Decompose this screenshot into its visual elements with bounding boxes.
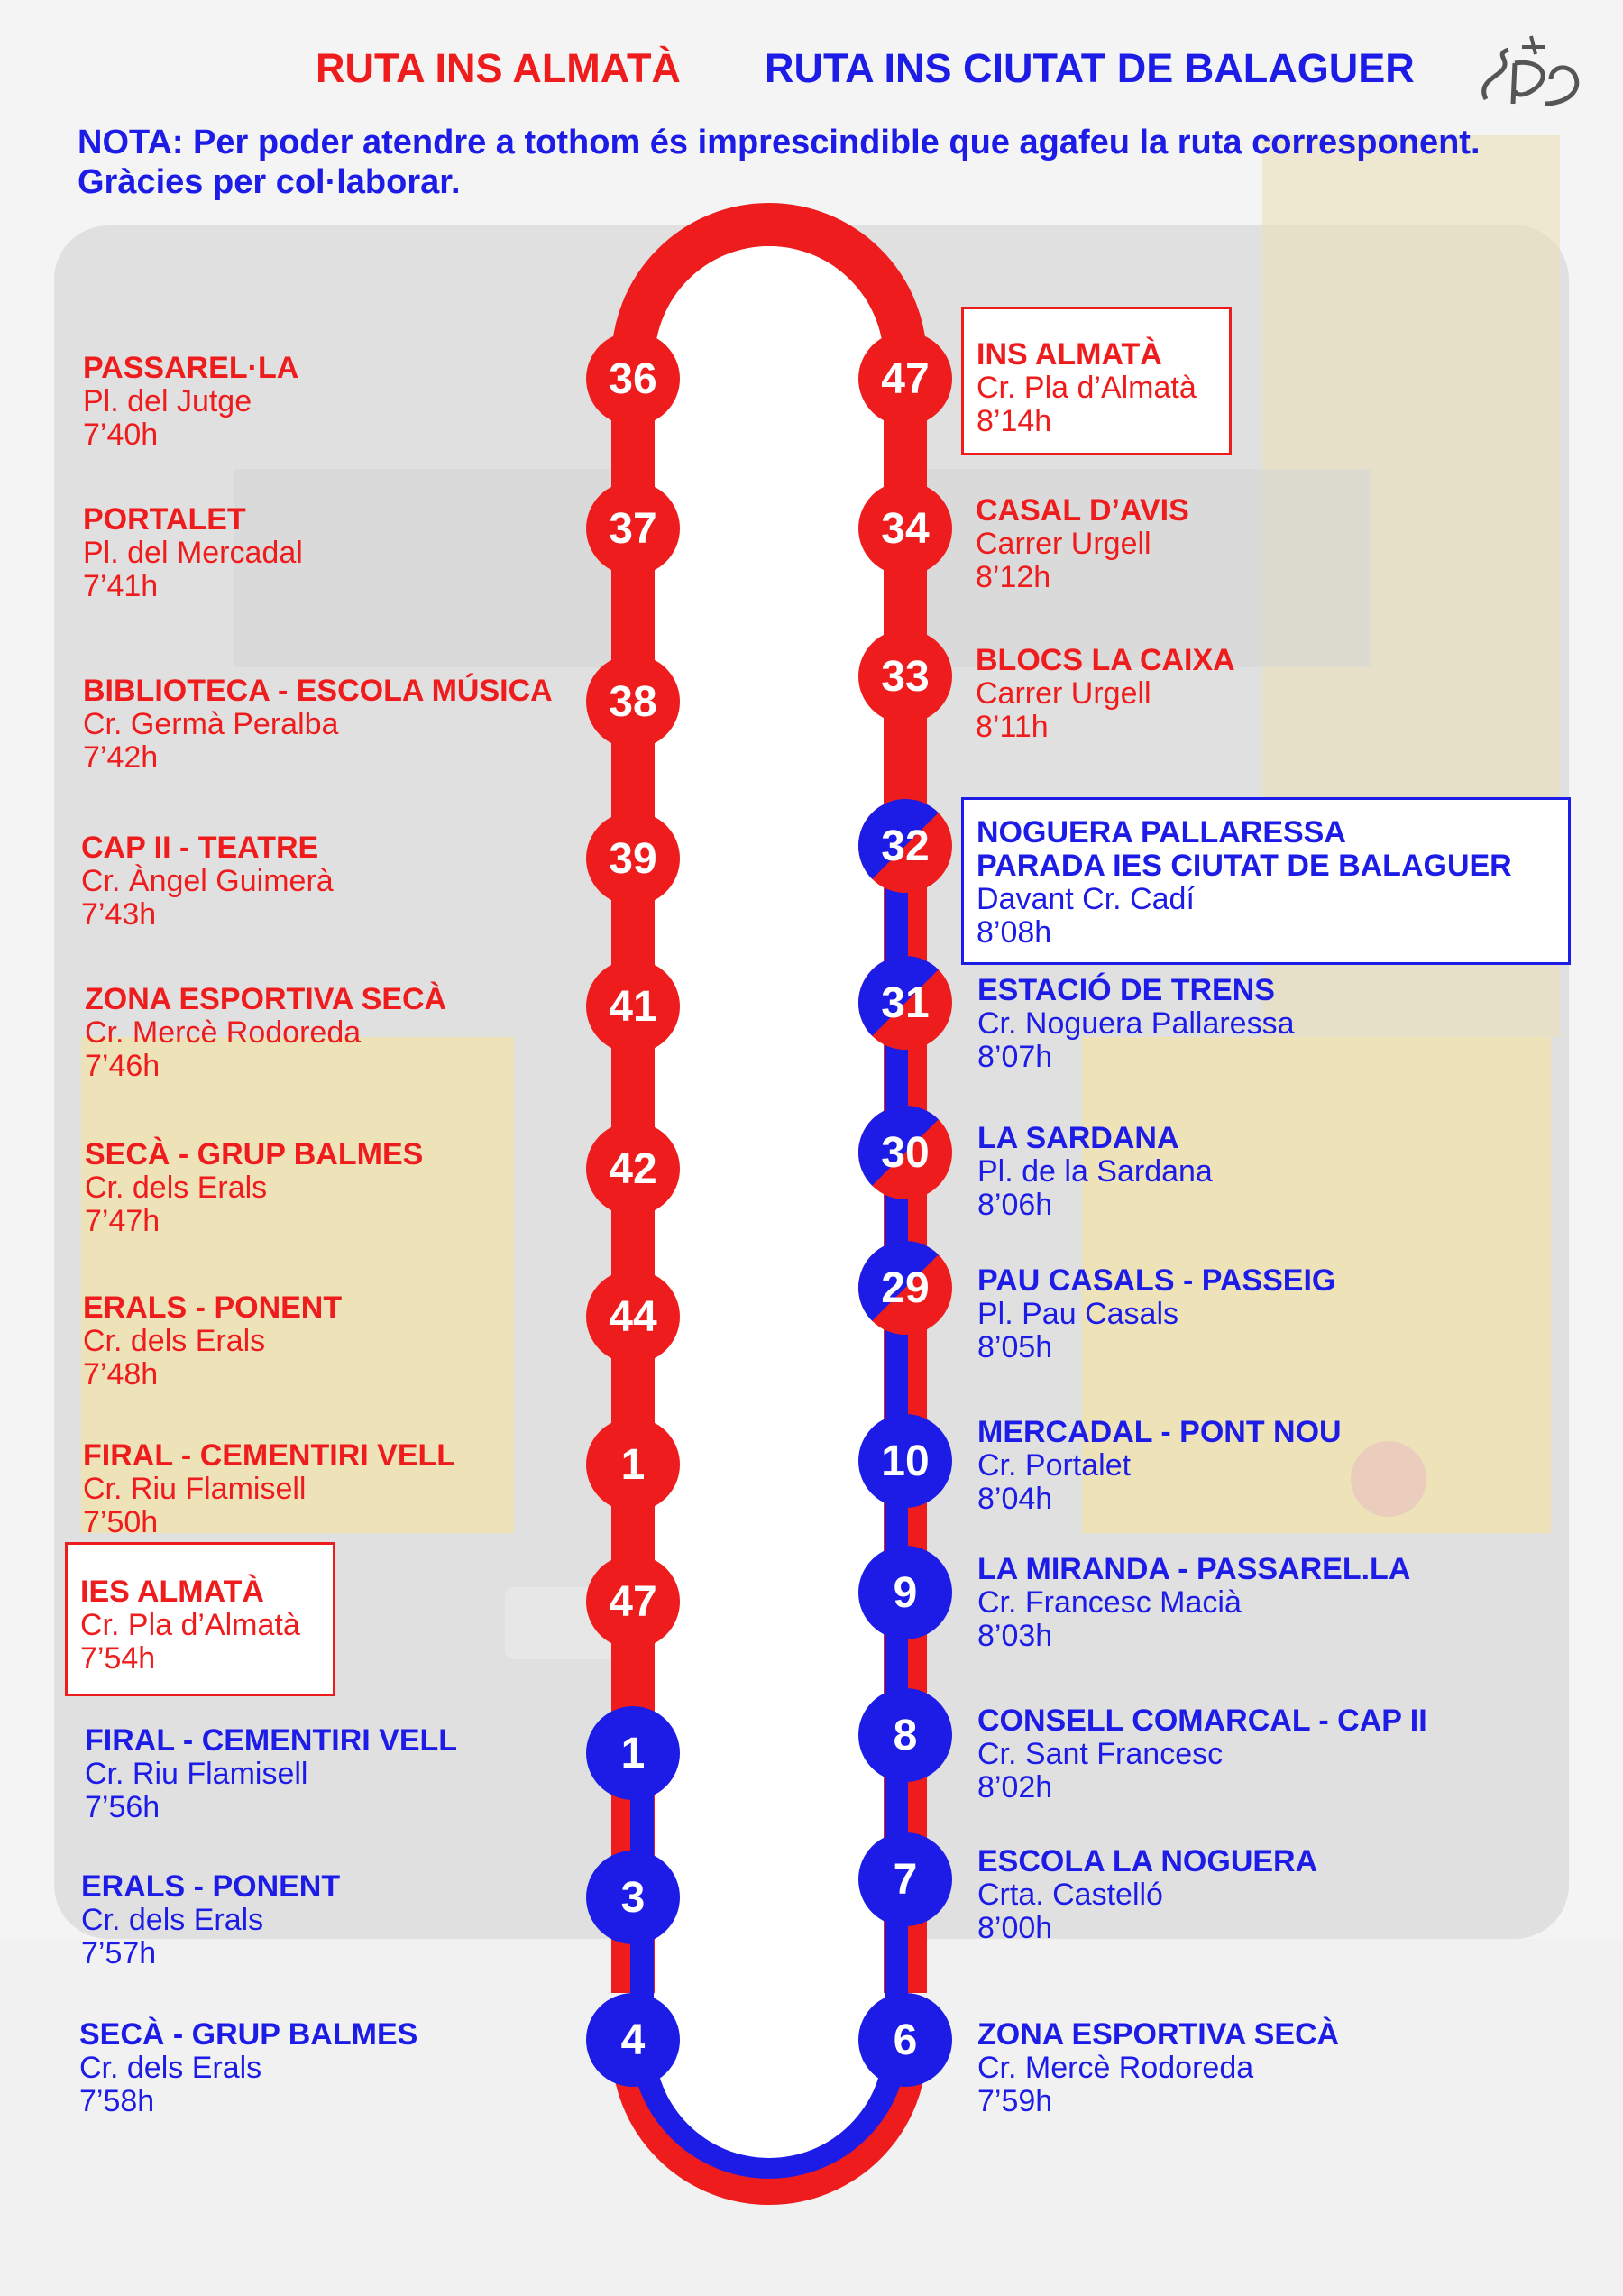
stop-time: 8’12h [976, 560, 1051, 594]
stop-street: Cr. dels Erals [81, 1903, 264, 1937]
stop-badge-36 [586, 332, 680, 426]
stop-street: Cr. Mercè Rodoreda [977, 2051, 1254, 2085]
svg-text:47: 47 [609, 1578, 657, 1626]
svg-text:9: 9 [893, 1569, 918, 1617]
stop-name: NOGUERA PALLARESSA [977, 815, 1346, 850]
stop-street: Cr. Pla d’Almatà [977, 371, 1197, 405]
stop-street: Cr. Sant Francesc [977, 1737, 1224, 1771]
notice-line-1: NOTA: Per poder atendre a tothom és imprescindible que agafeu la ruta corresponent. [78, 124, 1481, 161]
stop-street: Carrer Urgell [976, 527, 1151, 561]
stop-time: 7’58h [79, 2084, 155, 2118]
stop-badge-30 [858, 1106, 952, 1199]
stop-name-secondary: PARADA IES CIUTAT DE BALAGUER [977, 849, 1512, 883]
stop-label-ins-almata [961, 307, 1232, 455]
svg-text:7: 7 [893, 1856, 918, 1904]
stop-label-escola-la-noguera [977, 1845, 1317, 1945]
svg-text:42: 42 [609, 1145, 657, 1193]
svg-text:1: 1 [620, 1730, 646, 1777]
stop-street: Cr. Mercè Rodoreda [85, 1015, 362, 1050]
stop-badge-1-red [586, 1418, 680, 1511]
svg-text:36: 36 [609, 355, 657, 403]
stop-street: Cr. Germà Peralba [83, 707, 339, 741]
stop-street: Cr. dels Erals [79, 2051, 262, 2085]
stop-name: ZONA ESPORTIVA SECÀ [977, 2017, 1340, 2052]
stop-time: 8’03h [977, 1619, 1053, 1653]
stop-name: CAP II - TEATRE [81, 831, 319, 865]
stop-name: CONSELL COMARCAL - CAP II [977, 1704, 1427, 1738]
svg-text:31: 31 [881, 979, 930, 1027]
stop-label-cap-ii-teatre [81, 831, 334, 932]
stop-time: 7’59h [977, 2084, 1053, 2118]
stop-name: IES ALMATÀ [80, 1575, 264, 1609]
stop-street: Cr. dels Erals [85, 1171, 268, 1205]
stop-name: ERALS - PONENT [83, 1290, 343, 1325]
svg-text:38: 38 [609, 678, 657, 726]
stop-name: BLOCS LA CAIXA [976, 643, 1235, 677]
svg-text:8: 8 [893, 1712, 918, 1759]
stop-badge-47-right [858, 332, 952, 426]
stop-badge-39 [586, 812, 680, 905]
stop-badge-33 [858, 629, 952, 723]
stop-street: Pl. de la Sardana [977, 1154, 1213, 1189]
svg-text:6: 6 [893, 2016, 918, 2064]
stop-badge-7 [858, 1832, 952, 1926]
stop-name: ZONA ESPORTIVA SECÀ [85, 982, 447, 1016]
stop-name: FIRAL - CEMENTIRI VELL [83, 1438, 456, 1473]
stop-time: 7’40h [83, 418, 159, 452]
stop-street: Cr. Pla d’Almatà [80, 1608, 300, 1642]
stop-name: ERALS - PONENT [81, 1869, 341, 1904]
stop-name: PORTALET [83, 502, 246, 537]
stop-label-pau-casals [977, 1264, 1335, 1364]
stop-badge-44 [586, 1270, 680, 1364]
stop-label-consell-comarcal [977, 1704, 1427, 1805]
stop-time: 7’56h [85, 1790, 160, 1824]
stop-time: 8’04h [977, 1482, 1053, 1516]
stop-badge-42 [586, 1122, 680, 1216]
stop-badge-32 [858, 799, 952, 893]
stop-badge-47-left [586, 1555, 680, 1649]
stop-street: Davant Cr. Cadí [977, 882, 1195, 916]
svg-text:3: 3 [620, 1874, 646, 1922]
stop-time: 8’14h [977, 404, 1052, 438]
stop-time: 8’08h [977, 915, 1052, 950]
stop-label-erals-ponent [83, 1291, 342, 1391]
stop-badge-41 [586, 960, 680, 1053]
stop-name: PAU CASALS - PASSEIG [977, 1263, 1336, 1298]
stop-time: 8’06h [977, 1188, 1053, 1222]
route-title-ciutat-balaguer: RUTA INS CIUTAT DE BALAGUER [765, 45, 1415, 91]
stop-time: 7’41h [83, 569, 159, 603]
stop-label-blocs-la-caixa [976, 644, 1235, 744]
stop-label-casal-davis [976, 494, 1189, 594]
stop-badge-1-blue [586, 1706, 680, 1800]
stop-street: Pl. Pau Casals [977, 1297, 1178, 1331]
stop-badge-38 [586, 655, 680, 748]
stop-label-firal-cementiri [83, 1439, 455, 1539]
stop-label-la-miranda [977, 1553, 1410, 1653]
stop-street: Pl. del Jutge [83, 384, 252, 418]
stop-badge-8 [858, 1688, 952, 1782]
stop-label-firal-cementiri-blue [85, 1724, 457, 1824]
stop-street: Cr. Àngel Guimerà [81, 864, 334, 898]
svg-text:37: 37 [609, 505, 657, 553]
stop-street: Pl. del Mercadal [83, 536, 303, 570]
stop-time: 7’47h [85, 1204, 160, 1238]
svg-text:32: 32 [881, 822, 930, 870]
svg-text:34: 34 [881, 505, 930, 553]
stop-name: SECÀ - GRUP BALMES [85, 1137, 424, 1171]
stop-badge-34 [858, 482, 952, 575]
stop-street: Crta. Castelló [977, 1878, 1163, 1912]
stop-name: LA SARDANA [977, 1121, 1179, 1155]
svg-text:33: 33 [881, 653, 930, 701]
svg-text:44: 44 [609, 1293, 657, 1341]
stop-time: 7’48h [83, 1357, 159, 1391]
stop-badge-31 [858, 956, 952, 1050]
stop-time: 8’00h [977, 1911, 1053, 1945]
stop-time: 7’57h [81, 1936, 157, 1970]
stop-label-seca-grup-balmes [85, 1138, 423, 1238]
stop-name: ESCOLA LA NOGUERA [977, 1844, 1318, 1878]
svg-text:4: 4 [620, 2016, 646, 2064]
stop-label-seca-grup-balmes-blue [79, 2018, 417, 2118]
stop-label-erals-ponent-blue [81, 1870, 340, 1970]
stop-street: Cr. Francesc Macià [977, 1585, 1242, 1620]
svg-text:41: 41 [609, 983, 657, 1031]
stop-badge-9 [858, 1546, 952, 1639]
stop-time: 8’05h [977, 1330, 1053, 1364]
stop-street: Cr. Noguera Pallaressa [977, 1006, 1295, 1041]
stop-label-zona-esportiva [85, 983, 446, 1083]
stop-name: LA MIRANDA - PASSAREL.LA [977, 1552, 1411, 1586]
stop-badge-4 [586, 1993, 680, 2087]
stop-street: Carrer Urgell [976, 676, 1151, 711]
stop-time: 8’02h [977, 1770, 1053, 1805]
stop-label-biblioteca [83, 675, 553, 775]
svg-text:39: 39 [609, 835, 657, 883]
route-title-almata: RUTA INS ALMATÀ [316, 45, 681, 91]
stop-name: FIRAL - CEMENTIRI VELL [85, 1723, 458, 1758]
stop-name: PASSAREL·LA [83, 351, 299, 385]
stop-name: CASAL D’AVIS [976, 493, 1189, 528]
stop-time: 8’11h [976, 710, 1049, 744]
stop-time: 8’07h [977, 1040, 1053, 1074]
svg-text:10: 10 [881, 1437, 930, 1485]
stop-label-estacio-de-trens [977, 974, 1295, 1074]
svg-text:1: 1 [620, 1441, 646, 1489]
stop-time: 7’43h [81, 897, 157, 932]
stop-badge-3 [586, 1851, 680, 1944]
stop-badge-6 [858, 1993, 952, 2087]
stop-label-la-sardana [977, 1122, 1213, 1222]
stop-name: BIBLIOTECA - ESCOLA MÚSICA [83, 674, 553, 708]
stop-name: ESTACIÓ DE TRENS [977, 973, 1275, 1007]
stop-street: Cr. Riu Flamisell [83, 1472, 307, 1506]
stop-label-noguera-pallaressa [961, 797, 1571, 965]
stop-time: 7’50h [83, 1505, 159, 1539]
notice-line-2: Gràcies per col·laborar. [78, 163, 461, 201]
svg-text:47: 47 [881, 355, 930, 403]
stop-label-mercadal-pont-nou [977, 1416, 1342, 1516]
stop-name: SECÀ - GRUP BALMES [79, 2017, 418, 2052]
stop-label-zona-esportiva-blue [977, 2018, 1339, 2118]
stop-badge-10 [858, 1414, 952, 1508]
stop-time: 7’42h [83, 740, 159, 775]
stop-name: MERCADAL - PONT NOU [977, 1415, 1342, 1449]
stop-label-passarella [83, 352, 298, 452]
stop-badge-29 [858, 1241, 952, 1335]
stop-time: 7’54h [80, 1641, 156, 1676]
stop-street: Cr. Portalet [977, 1448, 1132, 1483]
svg-text:29: 29 [881, 1264, 930, 1312]
stop-name: INS ALMATÀ [977, 337, 1162, 372]
stop-badge-37 [586, 482, 680, 575]
stop-label-ies-almata [65, 1542, 335, 1696]
stop-street: Cr. dels Erals [83, 1324, 266, 1358]
stop-label-portalet [83, 503, 303, 603]
stop-street: Cr. Riu Flamisell [85, 1757, 308, 1791]
stop-time: 7’46h [85, 1049, 160, 1083]
svg-text:30: 30 [881, 1129, 930, 1177]
